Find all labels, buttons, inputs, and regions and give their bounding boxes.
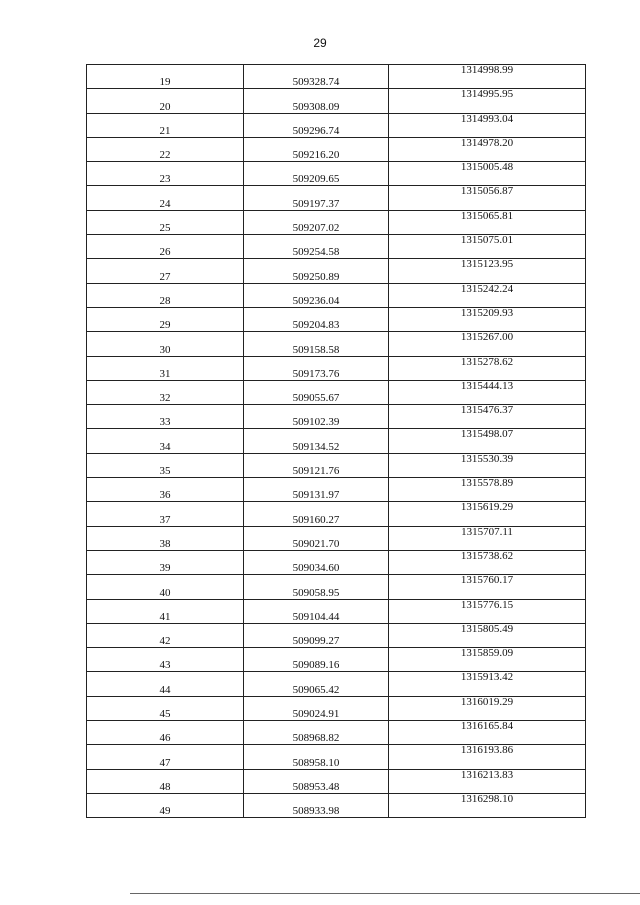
x-coordinate-cell: 509131.97 — [244, 478, 389, 502]
x-coordinate-cell: 509173.76 — [244, 356, 389, 380]
point-number-cell: 33 — [87, 405, 244, 429]
table-row — [87, 721, 586, 745]
y-coordinate-cell: 1314995.95 — [389, 89, 586, 113]
x-coordinate-cell: 509021.70 — [244, 526, 389, 550]
x-coordinate-cell: 509134.52 — [244, 429, 389, 453]
point-number-cell: 38 — [87, 526, 244, 550]
y-coordinate-cell: 1316165.84 — [389, 721, 586, 745]
y-coordinate-cell: 1314978.20 — [389, 137, 586, 161]
y-coordinate-cell: 1315578.89 — [389, 478, 586, 502]
point-number-cell: 27 — [87, 259, 244, 283]
point-number-cell: 35 — [87, 453, 244, 477]
y-coordinate-cell: 1315005.48 — [389, 162, 586, 186]
y-coordinate-cell: 1315444.13 — [389, 380, 586, 404]
point-number-cell: 43 — [87, 648, 244, 672]
x-coordinate-cell: 509296.74 — [244, 113, 389, 137]
x-coordinate-cell: 509236.04 — [244, 283, 389, 307]
x-coordinate-cell: 509065.42 — [244, 672, 389, 696]
point-number-cell: 29 — [87, 307, 244, 331]
x-coordinate-cell: 509034.60 — [244, 550, 389, 574]
table-row — [87, 356, 586, 380]
y-coordinate-cell: 1315776.15 — [389, 599, 586, 623]
x-coordinate-cell: 509102.39 — [244, 405, 389, 429]
table-row — [87, 235, 586, 259]
table-row — [87, 283, 586, 307]
x-coordinate-cell: 509024.91 — [244, 696, 389, 720]
point-number-cell: 45 — [87, 696, 244, 720]
point-number-cell: 19 — [87, 65, 244, 89]
point-number-cell: 34 — [87, 429, 244, 453]
y-coordinate-cell: 1315065.81 — [389, 210, 586, 234]
x-coordinate-cell: 508953.48 — [244, 769, 389, 793]
table-row — [87, 405, 586, 429]
point-number-cell: 28 — [87, 283, 244, 307]
point-number-cell: 49 — [87, 793, 244, 817]
y-coordinate-cell: 1315209.93 — [389, 307, 586, 331]
x-coordinate-cell: 509328.74 — [244, 65, 389, 89]
x-coordinate-cell: 509058.95 — [244, 575, 389, 599]
x-coordinate-cell: 509099.27 — [244, 623, 389, 647]
y-coordinate-cell: 1315805.49 — [389, 623, 586, 647]
table-row — [87, 210, 586, 234]
point-number-cell: 32 — [87, 380, 244, 404]
page-number: 29 — [313, 36, 327, 50]
table-row — [87, 453, 586, 477]
x-coordinate-cell: 509216.20 — [244, 137, 389, 161]
x-coordinate-cell: 509308.09 — [244, 89, 389, 113]
coordinates-table-body — [87, 65, 586, 818]
point-number-cell: 46 — [87, 721, 244, 745]
y-coordinate-cell: 1315476.37 — [389, 405, 586, 429]
x-coordinate-cell: 509254.58 — [244, 235, 389, 259]
y-coordinate-cell: 1315859.09 — [389, 648, 586, 672]
point-number-cell: 24 — [87, 186, 244, 210]
point-number-cell: 47 — [87, 745, 244, 769]
x-coordinate-cell: 509089.16 — [244, 648, 389, 672]
point-number-cell: 26 — [87, 235, 244, 259]
x-coordinate-cell: 508933.98 — [244, 793, 389, 817]
table-row — [87, 65, 586, 89]
y-coordinate-cell: 1314998.99 — [389, 65, 586, 89]
table-row — [87, 380, 586, 404]
point-number-cell: 31 — [87, 356, 244, 380]
table-row — [87, 696, 586, 720]
y-coordinate-cell: 1315267.00 — [389, 332, 586, 356]
y-coordinate-cell: 1315707.11 — [389, 526, 586, 550]
table-row — [87, 307, 586, 331]
y-coordinate-cell: 1315242.24 — [389, 283, 586, 307]
point-number-cell: 44 — [87, 672, 244, 696]
y-coordinate-cell: 1315738.62 — [389, 550, 586, 574]
x-coordinate-cell: 509209.65 — [244, 162, 389, 186]
x-coordinate-cell: 509055.67 — [244, 380, 389, 404]
y-coordinate-cell: 1316193.86 — [389, 745, 586, 769]
x-coordinate-cell: 508968.82 — [244, 721, 389, 745]
table-row — [87, 113, 586, 137]
table-row — [87, 502, 586, 526]
y-coordinate-cell: 1315278.62 — [389, 356, 586, 380]
x-coordinate-cell: 509158.58 — [244, 332, 389, 356]
table-row — [87, 672, 586, 696]
y-coordinate-cell: 1315913.42 — [389, 672, 586, 696]
table-row — [87, 429, 586, 453]
point-number-cell: 37 — [87, 502, 244, 526]
table-row — [87, 89, 586, 113]
y-coordinate-cell: 1316213.83 — [389, 769, 586, 793]
table-row — [87, 259, 586, 283]
y-coordinate-cell: 1314993.04 — [389, 113, 586, 137]
point-number-cell: 42 — [87, 623, 244, 647]
table-row — [87, 526, 586, 550]
table-row — [87, 793, 586, 817]
table-row — [87, 575, 586, 599]
x-coordinate-cell: 509204.83 — [244, 307, 389, 331]
table-row — [87, 623, 586, 647]
point-number-cell: 21 — [87, 113, 244, 137]
point-number-cell: 48 — [87, 769, 244, 793]
point-number-cell: 36 — [87, 478, 244, 502]
point-number-cell: 25 — [87, 210, 244, 234]
point-number-cell: 41 — [87, 599, 244, 623]
y-coordinate-cell: 1315123.95 — [389, 259, 586, 283]
table-row — [87, 550, 586, 574]
table-row — [87, 478, 586, 502]
y-coordinate-cell: 1315498.07 — [389, 429, 586, 453]
table-row — [87, 648, 586, 672]
y-coordinate-cell: 1315619.29 — [389, 502, 586, 526]
table-row — [87, 162, 586, 186]
y-coordinate-cell: 1316298.10 — [389, 793, 586, 817]
table-row — [87, 745, 586, 769]
point-number-cell: 22 — [87, 137, 244, 161]
point-number-cell: 40 — [87, 575, 244, 599]
x-coordinate-cell: 509250.89 — [244, 259, 389, 283]
point-number-cell: 23 — [87, 162, 244, 186]
table-row — [87, 599, 586, 623]
table-row — [87, 137, 586, 161]
point-number-cell: 30 — [87, 332, 244, 356]
x-coordinate-cell: 508958.10 — [244, 745, 389, 769]
table-row — [87, 769, 586, 793]
x-coordinate-cell: 509121.76 — [244, 453, 389, 477]
page-bottom-rule — [130, 893, 640, 894]
x-coordinate-cell: 509207.02 — [244, 210, 389, 234]
table-row — [87, 332, 586, 356]
x-coordinate-cell: 509160.27 — [244, 502, 389, 526]
y-coordinate-cell: 1315760.17 — [389, 575, 586, 599]
y-coordinate-cell: 1315530.39 — [389, 453, 586, 477]
x-coordinate-cell: 509104.44 — [244, 599, 389, 623]
table-row — [87, 186, 586, 210]
y-coordinate-cell: 1315056.87 — [389, 186, 586, 210]
x-coordinate-cell: 509197.37 — [244, 186, 389, 210]
point-number-cell: 39 — [87, 550, 244, 574]
coordinates-table — [86, 64, 586, 818]
point-number-cell: 20 — [87, 89, 244, 113]
y-coordinate-cell: 1316019.29 — [389, 696, 586, 720]
y-coordinate-cell: 1315075.01 — [389, 235, 586, 259]
